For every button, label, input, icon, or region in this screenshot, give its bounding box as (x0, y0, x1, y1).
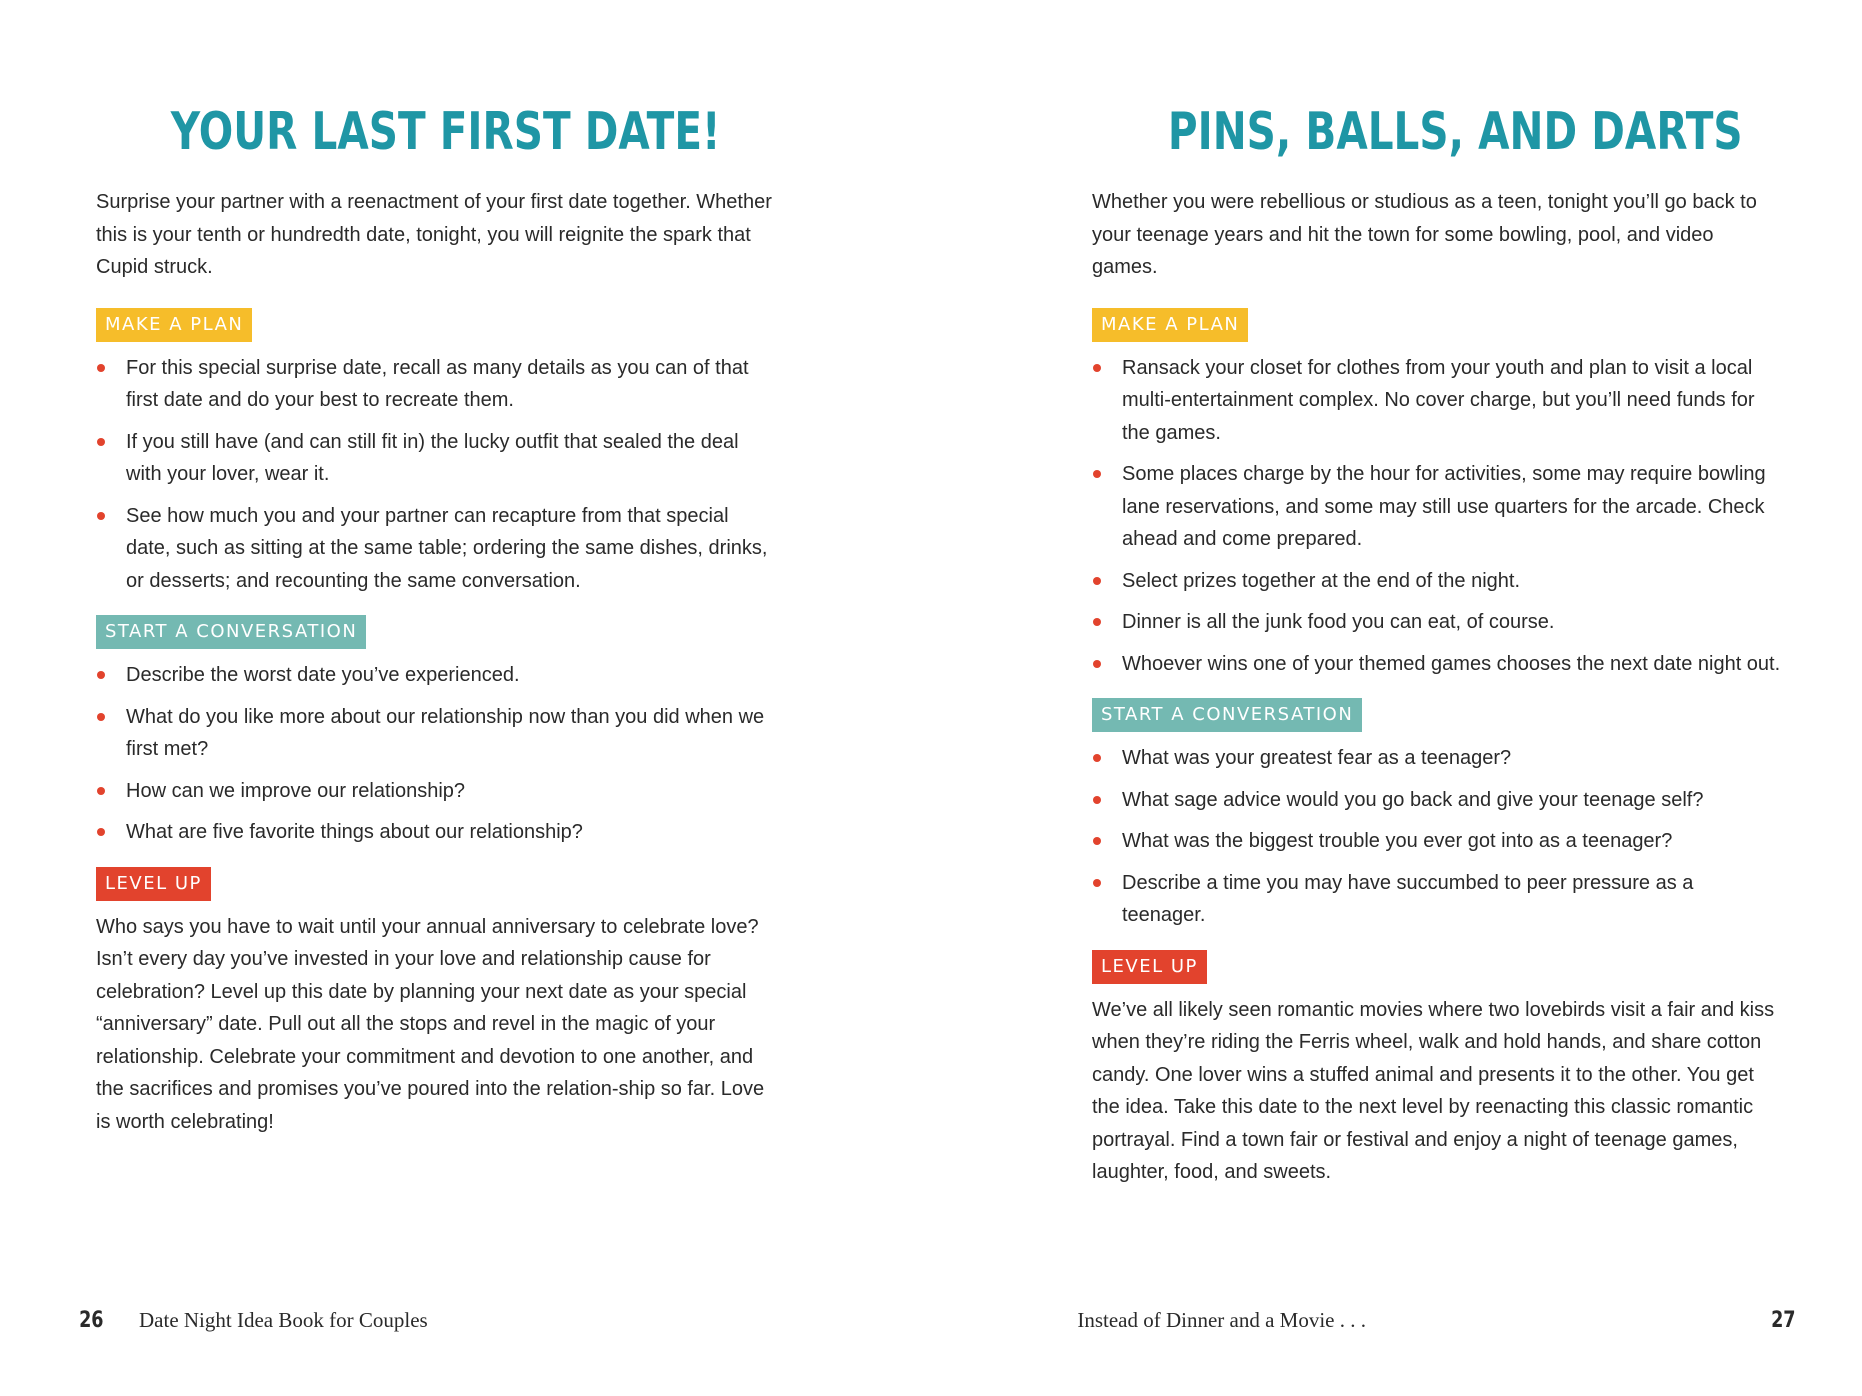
list-item: What do you like more about our relationship now than you did when we first met? (96, 701, 776, 766)
list-item: How can we improve our relationship? (96, 775, 776, 808)
level-up-label: LEVEL UP (1092, 950, 1207, 984)
level-up-label: LEVEL UP (96, 867, 211, 901)
level-up-text: We’ve all likely seen romantic movies where two lovebirds visit a fair and kiss when they’re riding the Ferris wheel, walk and hold hands, and share cotton candy. One lover wins a stuffed animal and presents it to the other. You get the idea. Take this date to the next level by reenacting this classic romantic portrayal. Find a town fair or festival and enjoy a night of teenage games, laughter, food, and sweets. (1092, 998, 1775, 1183)
make-a-plan-list (1092, 352, 1782, 681)
intro-text: Surprise your partner with a reenactment of your first date together. Whether this is your tenth or hundredth date, tonight, you will reignite the spark that Cupid struck. (96, 191, 772, 278)
list-item: What are five favorite things about our relationship? (96, 816, 776, 849)
page-title: PINS, BALLS, AND DARTS (1167, 102, 1743, 162)
list-item: Ransack your closet for clothes from your youth and plan to visit a local multi-entertainment complex. No cover charge, but you’ll need funds for the games. (1092, 352, 1782, 450)
bullet-icon (97, 671, 105, 679)
bullet-icon (1093, 660, 1101, 668)
list-item: If you still have (and can still fit in) the lucky outfit that sealed the deal with your lover, wear it. (96, 426, 776, 491)
bullet-icon (1093, 754, 1101, 762)
list-item: What sage advice would you go back and give your teenage self? (1092, 784, 1782, 817)
make-a-plan-list (96, 352, 776, 598)
list-item: What was your greatest fear as a teenager? (1092, 742, 1782, 775)
start-a-conversation-label: START A CONVERSATION (96, 615, 366, 649)
running-title: Instead of Dinner and a Movie . . . (1077, 1308, 1366, 1332)
right-page-content (1092, 100, 1782, 1189)
list-item: Describe the worst date you’ve experienced. (96, 659, 776, 692)
list-item: Describe a time you may have succumbed to peer pressure as a teenager. (1092, 867, 1782, 932)
bullet-icon (1093, 837, 1101, 845)
start-a-conversation-label: START A CONVERSATION (1092, 698, 1362, 732)
make-a-plan-label: MAKE A PLAN (1092, 308, 1248, 342)
make-a-plan-label: MAKE A PLAN (96, 308, 252, 342)
intro-text: Whether you were rebellious or studious as a teen, tonight you’ll go back to your teenage years and hit the town for some bowling, pool, and video games. (1092, 191, 1757, 278)
list-item: Some places charge by the hour for activities, some may require bowling lane reservations, and some may still use quarters for the arcade. Check ahead and come prepared. (1092, 458, 1782, 556)
list-item: Select prizes together at the end of the night. (1092, 565, 1782, 598)
bullet-icon (97, 713, 105, 721)
bullet-icon (97, 828, 105, 836)
bullet-icon (1093, 364, 1101, 372)
page-title: YOUR LAST FIRST DATE! (170, 102, 721, 162)
start-a-conversation-list (1092, 742, 1782, 932)
left-page-content (96, 100, 776, 1138)
list-item: For this special surprise date, recall as many details as you can of that first date and do your best to recreate them. (96, 352, 776, 417)
list-item: Whoever wins one of your themed games chooses the next date night out. (1092, 648, 1782, 681)
list-item: What was the biggest trouble you ever got into as a teenager? (1092, 825, 1782, 858)
bullet-icon (1093, 796, 1101, 804)
right-page (931, 0, 1862, 1396)
list-item: See how much you and your partner can recapture from that special date, such as sitting at the same table; ordering the same dishes, drinks, or desserts; and recounting the same conversation. (96, 500, 776, 598)
bullet-icon (1093, 879, 1101, 887)
bullet-icon (1093, 577, 1101, 585)
bullet-icon (97, 512, 105, 520)
page-number: 26 (79, 1308, 104, 1333)
start-a-conversation-list (96, 659, 776, 849)
bullet-icon (97, 787, 105, 795)
page-number: 27 (1771, 1308, 1796, 1333)
level-up-text: Who says you have to wait until your annual anniversary to celebrate love? Isn’t every day you’ve invested in your love and relationship cause for celebration? Level up this date by planning your next date as your special “anniversary” date. Pull out all the stops and revel in the magic of your relationship. Celebrate your commitment and devotion to one another, and the sacrifices and promises you’ve poured into the relation-ship so far. Love is worth celebrating! (96, 915, 765, 1133)
bullet-icon (1093, 470, 1101, 478)
list-item: Dinner is all the junk food you can eat, of course. (1092, 606, 1782, 639)
running-title: Date Night Idea Book for Couples (139, 1308, 428, 1332)
bullet-icon (1093, 618, 1101, 626)
bullet-icon (97, 438, 105, 446)
bullet-icon (97, 364, 105, 372)
